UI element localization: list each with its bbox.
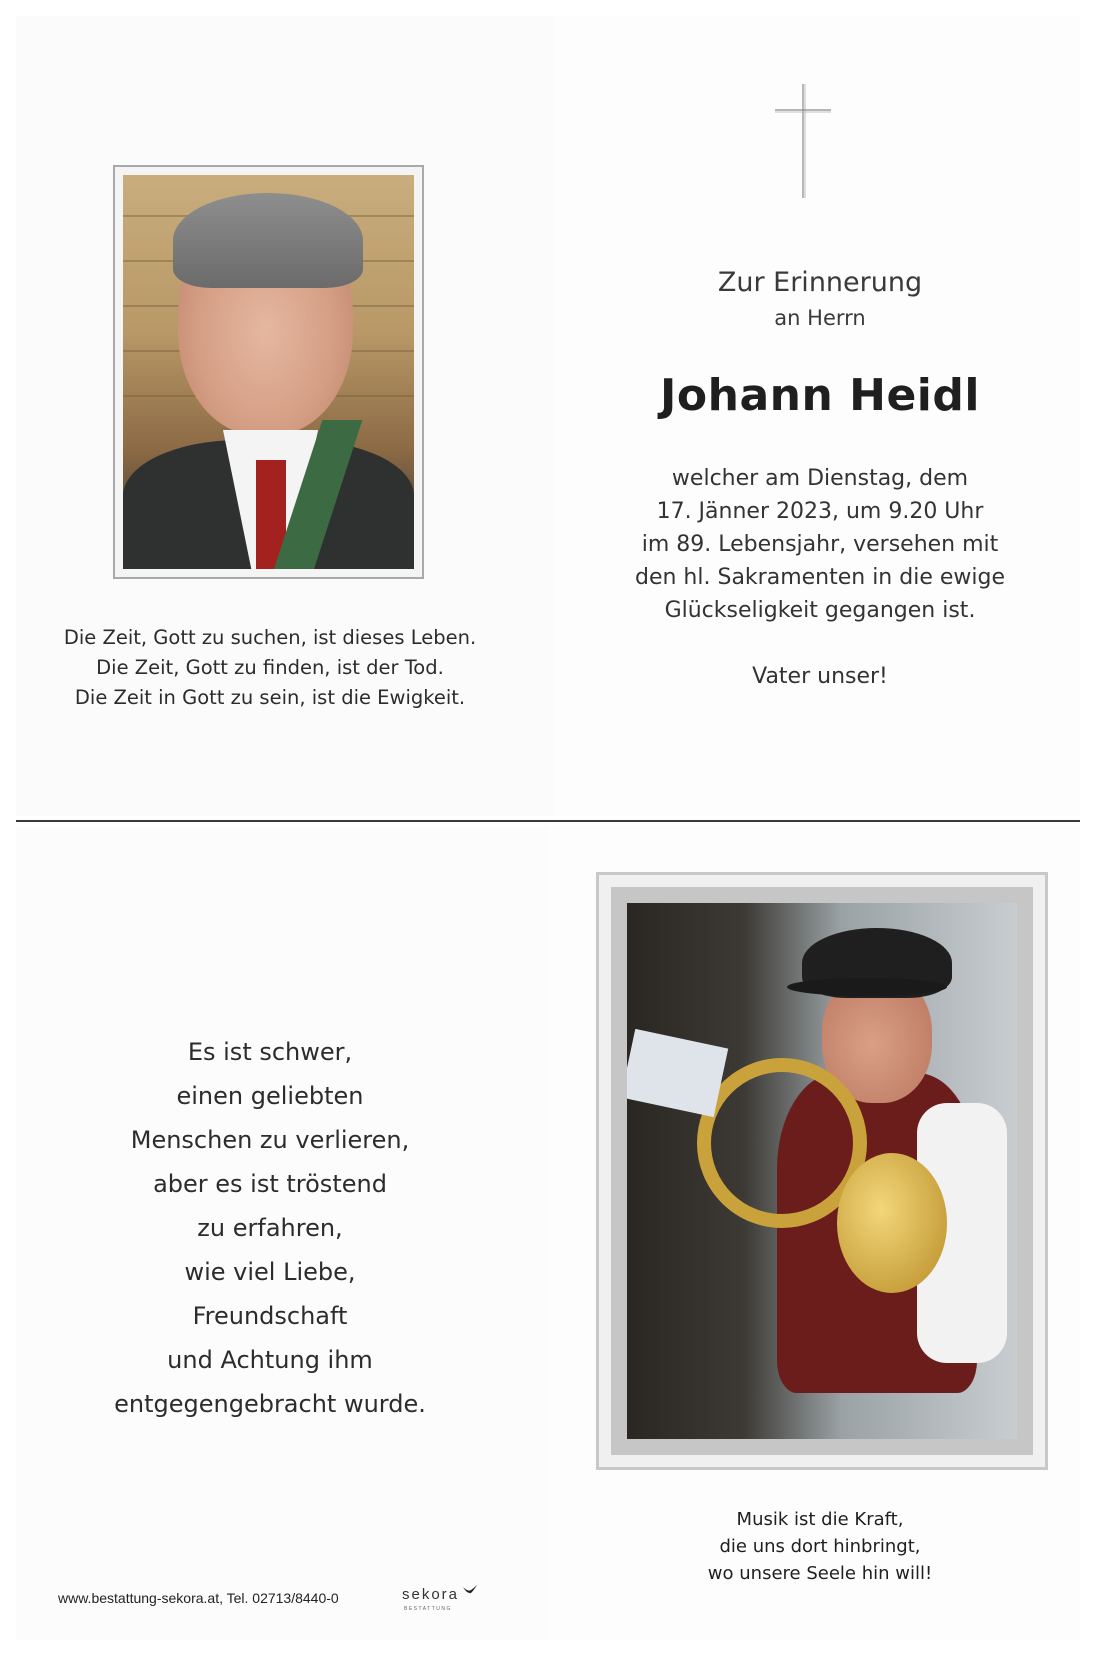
death-notice-line: Glückseligkeit gegangen ist. [664,598,976,623]
funeral-home-logo: sekora [402,1586,460,1603]
deceased-name: Johann Heidl [660,370,980,421]
memorial-subtitle: an Herrn [774,306,866,330]
quote-top-line: Die Zeit in Gott zu sein, ist die Ewigkeit. [74,686,466,709]
quote-bottom-line: und Achtung ihm [167,1346,373,1374]
funeral-home-contact: www.bestattung-sekora.at, Tel. 02713/8440-0 [58,1590,339,1606]
cross-icon [773,82,833,200]
fold-divider [16,820,1080,822]
bird-icon [462,1584,478,1596]
quote-top-line: Die Zeit, Gott zu finden, ist der Tod. [96,656,444,679]
funeral-home-logo-sub: BESTATTUNG [404,1606,452,1612]
quote-top [40,623,500,713]
musician-photo [627,903,1017,1439]
musician-photo-frame [596,872,1048,1470]
quote-bottom-line: Freundschaft [192,1302,348,1330]
quote-music-line: wo unsere Seele hin will! [707,1563,933,1584]
prayer-line: Vater unser! [752,664,888,689]
death-notice-line: welcher am Dienstag, dem [671,466,969,491]
portrait-photo-frame [113,165,424,579]
death-notice-line: 17. Jänner 2023, um 9.20 Uhr [656,499,984,524]
quote-bottom-line: wie viel Liebe, [184,1258,356,1286]
quote-music-line: Musik ist die Kraft, [736,1509,904,1530]
quote-music [600,1506,1040,1587]
quote-top-line: Die Zeit, Gott zu suchen, ist dieses Leben. [63,626,477,649]
quote-bottom-line: Menschen zu verlieren, [130,1126,410,1154]
quote-bottom-line: entgegengebracht wurde. [114,1390,426,1418]
memorial-title: Zur Erinnerung [717,267,923,298]
death-notice-line: im 89. Lebensjahr, versehen mit [641,532,999,557]
quote-bottom-line: einen geliebten [176,1082,364,1110]
quote-music-line: die uns dort hinbringt, [719,1536,921,1557]
death-notice [600,462,1040,627]
quote-bottom-line: zu erfahren, [197,1214,343,1242]
quote-bottom-line: Es ist schwer, [187,1038,353,1066]
death-notice-line: den hl. Sakramenten in die ewige [635,565,1005,590]
quote-bottom [40,1030,500,1426]
quote-bottom-line: aber es ist tröstend [153,1170,387,1198]
portrait-photo [123,175,414,569]
